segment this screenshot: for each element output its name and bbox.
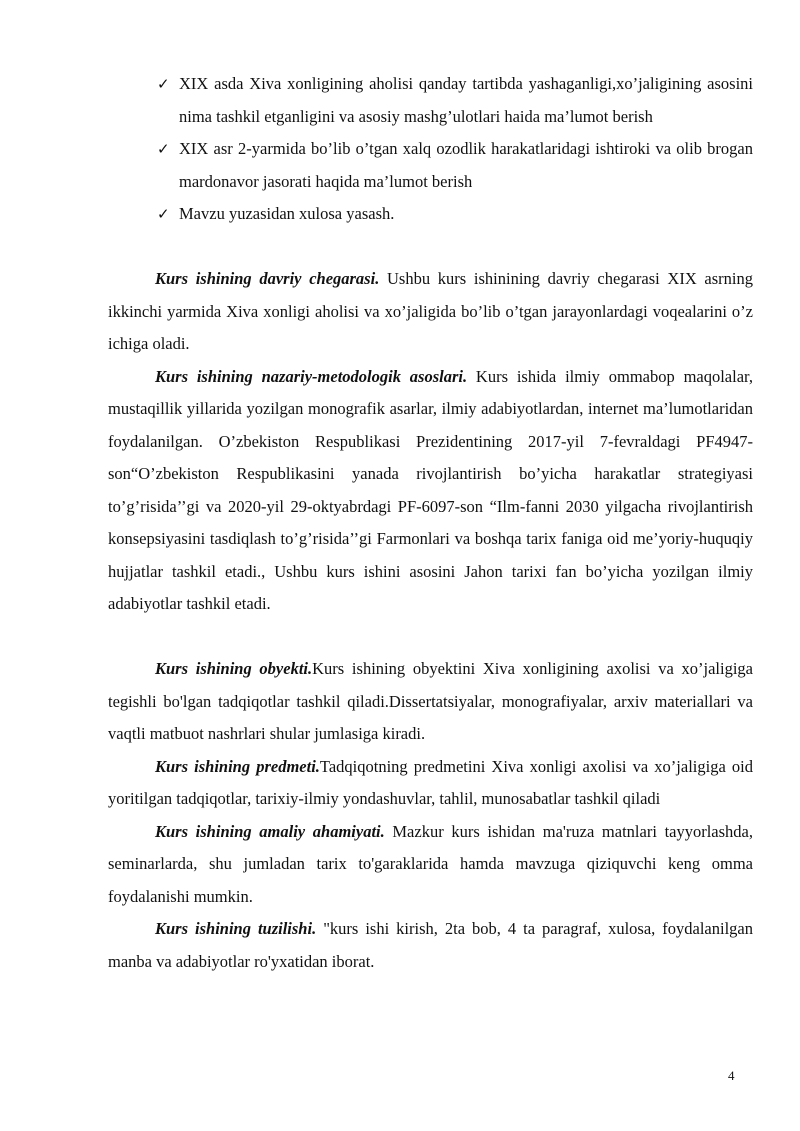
- page-number: 4: [728, 1068, 735, 1083]
- list-item-text: Mavzu yuzasidan xulosa yasash.: [179, 204, 395, 223]
- paragraph-heading: Kurs ishining tuzilishi.: [155, 919, 317, 938]
- paragraph-text: Tadqiqotning predmetini Xiva xonligi axolisi va xo’jaligiga oid yoritilgan tadqiqotlar, tarixiy-ilmiy yondashuvlar, tahlil, munosabatlar tashkil qiladi: [108, 756, 753, 808]
- paragraph-heading: Kurs ishining predmeti.: [155, 756, 320, 776]
- paragraph-chronological-scope: [108, 263, 753, 361]
- paragraph-heading: Kurs ishining nazariy-metodologik asoslari.: [155, 366, 468, 386]
- paragraph-text: Kurs ishida ilmiy ommabop maqolalar, mustaqillik yillarida yozilgan monografik asarlar, ilmiy adabiyotlardan, internet ma’lumotlaridan foydalanilgan. O’zbekiston Respublikasi Prezidentining 2017-yil 7-fevraldagi PF4947-son“O’zbekiston Respublikasini yanada rivojlantirish bo’yicha harakatlar strategiyasi to’g’risida’’gi va 2020-yil 29-oktyabrdagi PF-6097-son “Ilm-fanni 2030 yilgacha rivojlantirish konsepsiyasini tasdiqlash to’g’risida’’gi Farmonlari va boshqa tarix faniga oid me’yoriy-huquqiy hujjatlar tashkil etadi., Ushbu kurs ishini asosini Jahon tarixi fan bo’yicha yozilgan ilmiy adabiyotlar tashkil etadi.: [108, 366, 753, 613]
- paragraph-heading: Kurs ishining amaliy ahamiyati.: [155, 821, 385, 841]
- paragraph-heading: Kurs ishining obyekti.: [155, 659, 313, 678]
- list-item: [157, 68, 753, 133]
- list-item: [157, 198, 753, 231]
- body-text: [108, 263, 753, 978]
- paragraph-subject: [108, 751, 753, 816]
- checkmark-icon: ✓: [157, 140, 170, 158]
- list-item-text: XIX asda Xiva xonligining aholisi qanday tartibda yashaganligi,xo’jaligining asosini nima tashkil etganligini va asosiy mashg’ulotlari haida ma’lumot berish: [179, 74, 753, 126]
- list-item-text: XIX asr 2-yarmida bo’lib o’tgan xalq ozodlik harakatlaridagi ishtiroki va olib brogan mardonavor jasorati haqida ma’lumot berish: [179, 139, 753, 191]
- paragraph-practical-significance: [108, 816, 753, 914]
- paragraph-structure: [108, 913, 753, 978]
- paragraph-text: "kurs ishi kirish, 2ta bob, 4 ta paragraf, xulosa, foydalanilgan manba va adabiyotlar ro'yxatidan iborat.: [108, 919, 753, 971]
- paragraph-text: Kurs ishining obyektini Xiva xonligining axolisi va xo’jaligiga tegishli bo'lgan tadqiqotlar tashkil qiladi.Dissertatsiyalar, monografiyalar, arxiv materiallari va vaqtli matbuot nashrlari shular jumlasiga kiradi.: [108, 659, 753, 743]
- paragraph-text: Mazkur kurs ishidan ma'ruza matnlari tayyorlashda, seminarlarda, shu jumladan tarix to'garaklarida hamda mavzuga qiziquvchi keng omma foydalanishi mumkin.: [108, 821, 753, 906]
- paragraph-text: Ushbu kurs ishinining davriy chegarasi XIX asrning ikkinchi yarmida Xiva xonligi aholisi va xo’jaligida bo’lib o’tgan jarayonlardagi voqealarini o’z ichiga oladi.: [108, 269, 753, 353]
- paragraph-methodology: [108, 361, 753, 621]
- paragraph-heading: Kurs ishining davriy chegarasi.: [155, 269, 380, 288]
- checkmark-icon: ✓: [157, 75, 170, 93]
- checkmark-icon: ✓: [157, 205, 170, 223]
- objectives-list: [157, 68, 753, 231]
- list-item: [157, 133, 753, 198]
- paragraph-object: [108, 653, 753, 751]
